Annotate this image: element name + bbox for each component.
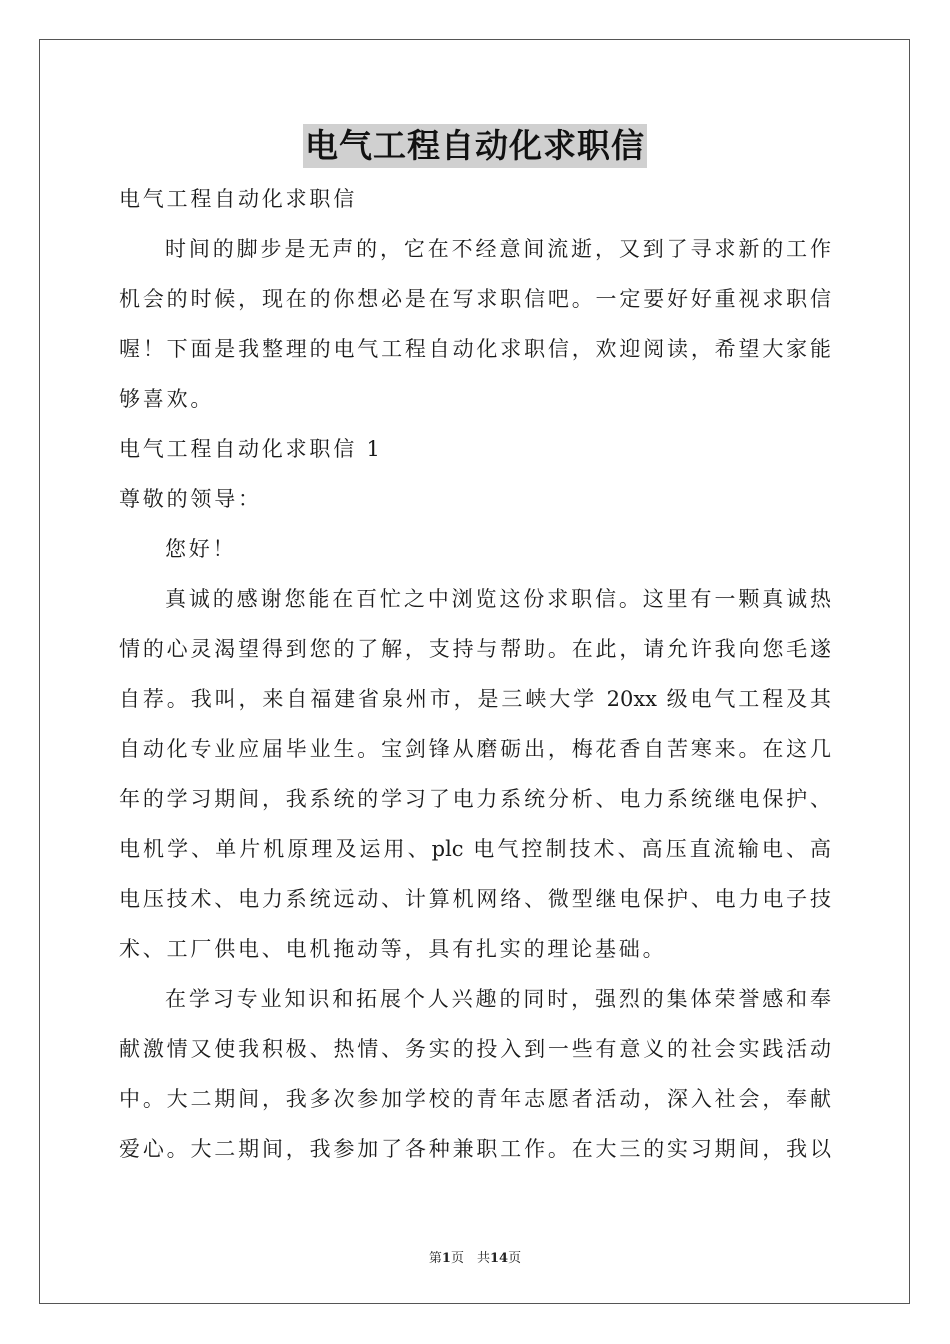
body-line: 术、工厂供电、电机拖动等，具有扎实的理论基础。 [119,937,667,961]
page-current: 1 [441,1251,451,1266]
page-total: 14 [489,1251,509,1266]
body-line: 时间的脚步是无声的，它在不经意间流逝，又到了寻求新的工作 [165,237,831,261]
section-heading: 电气工程自动化求职信 1 [119,437,383,461]
document-body [119,180,831,1180]
body-line: 电机学、单片机原理及运用、plc 电气控制技术、高压直流输电、高 [119,837,831,861]
body-line: 够喜欢。 [119,387,215,411]
salutation-line: 尊敬的领导： [119,487,262,511]
title-container [0,124,950,168]
greeting-line: 您好！ [165,537,237,561]
body-line: 情的心灵渴望得到您的了解，支持与帮助。在此，请允许我向您毛遂 [119,637,831,661]
body-line: 年的学习期间，我系统的学习了电力系统分析、电力系统继电保护、 [119,787,831,811]
body-line: 献激情又使我积极、热情、务实的投入到一些有意义的社会实践活动 [119,1037,831,1061]
body-line: 机会的时候，现在的你想必是在写求职信吧。一定要好好重视求职信 [119,287,831,311]
body-line: 中。大二期间，我多次参加学校的青年志愿者活动，深入社会，奉献 [119,1087,831,1111]
page-mid: 页 共 [450,1251,490,1266]
body-line: 爱心。大二期间，我参加了各种兼职工作。在大三的实习期间，我以 [119,1137,831,1161]
page-suffix: 页 [508,1251,522,1266]
body-line: 自荐。我叫，来自福建省泉州市，是三峡大学 20xx 级电气工程及其 [119,687,831,711]
body-line: 真诚的感谢您能在百忙之中浏览这份求职信。这里有一颗真诚热 [165,587,831,611]
subtitle-line: 电气工程自动化求职信 [119,187,357,211]
body-line: 电压技术、电力系统远动、计算机网络、微型继电保护、电力电子技 [119,887,831,911]
body-line: 喔！下面是我整理的电气工程自动化求职信，欢迎阅读，希望大家能 [119,337,831,361]
body-line: 在学习专业知识和拓展个人兴趣的同时，强烈的集体荣誉感和奉 [165,987,831,1011]
page-footer [0,1247,950,1266]
body-line: 自动化专业应届毕业生。宝剑锋从磨砺出，梅花香自苦寒来。在这几 [119,737,831,761]
page-prefix: 第 [428,1251,442,1266]
document-title: 电气工程自动化求职信 [303,124,647,168]
